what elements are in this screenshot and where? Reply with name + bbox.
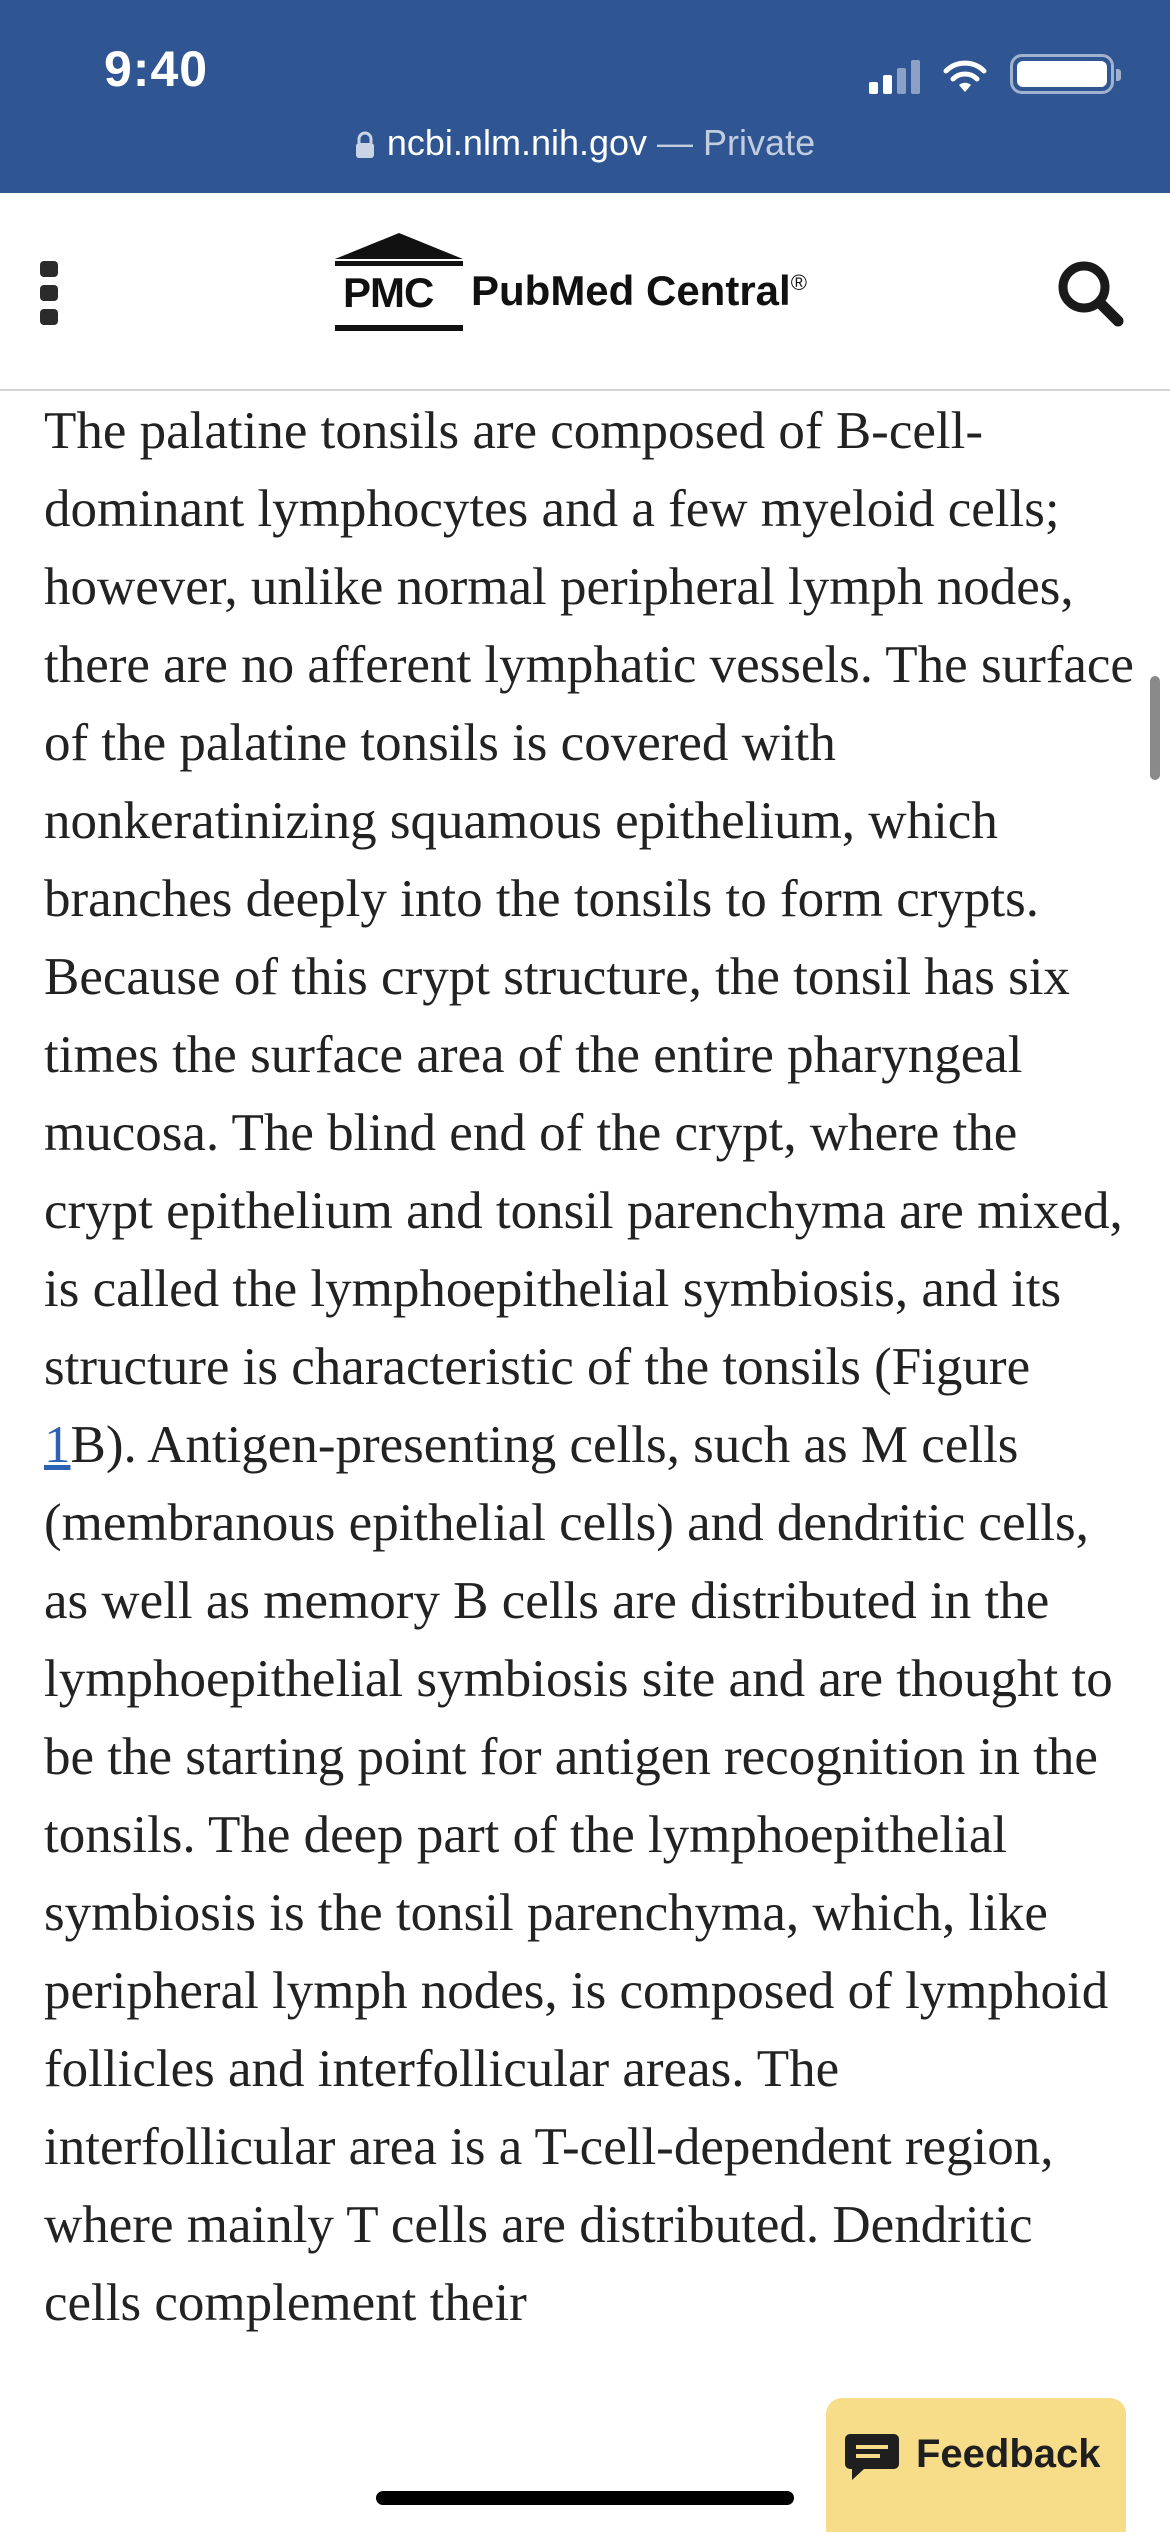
url-bar[interactable] [0,122,1170,164]
feedback-button[interactable] [826,2398,1126,2532]
registered-mark: ® [790,270,807,295]
status-icons [869,54,1114,94]
vertical-dots-icon[interactable] [40,261,58,325]
building-roof-icon [335,233,463,267]
logo-name-text: PubMed Central [471,267,791,314]
figure-link[interactable]: 1 [44,1416,71,1474]
home-indicator[interactable] [376,2491,794,2505]
logo-name [471,267,807,315]
pmc-logo[interactable] [335,233,807,331]
lock-icon [355,131,375,159]
paragraph-text-part2: B). Antigen-presenting cells, such as M cells (membranous epithelial cells) and dendritic cells, as well as memory B cells are distributed in the lymphoepithelial symbiosis site and are thought to be the starting point for antigen recognition in the tonsils. The deep part of the lymphoepithelial symbiosis is the tonsil parenchyma, which, like peripheral lymph nodes, is composed of lymphoid follicles and interfollicular areas. The interfollicular area is a T-cell-dependent region, where mainly T cells are distributed. Dendritic cells complement their [44,1416,1113,2332]
pmc-header [0,193,1170,391]
logo-mark-text: PMC [343,269,434,316]
chat-bubble-icon [844,2432,900,2482]
pmc-logo-mark [335,233,463,331]
search-icon[interactable] [1054,257,1126,329]
feedback-label: Feedback [916,2432,1101,2476]
cellular-signal-icon [869,60,920,94]
paragraph-text-part1: The palatine tonsils are composed of B-cell-dominant lymphocytes and a few myeloid cells; however, unlike normal peripheral lymph nodes, there are no afferent lymphatic vessels. The surface of the palatine tonsils is covered with nonkeratinizing squamous epithelium, which branches deeply into the tonsils to form crypts. Because of this crypt structure, the tonsil has six times the surface area of the entire pharyngeal mucosa. The blind end of the crypt, where the crypt epithelium and tonsil parenchyma are mixed, is called the lymphoepithelial symbiosis, and its structure is characteristic of the tonsils (Figure [44,402,1134,1396]
battery-icon [1010,54,1114,94]
wifi-icon [942,60,988,94]
scrollbar-thumb[interactable] [1150,676,1160,780]
article-paragraph [44,392,1134,2342]
private-mode-label: — Private [657,122,816,163]
article-body [44,392,1134,2342]
status-time: 9:40 [104,41,209,97]
browser-top-bar [0,0,1170,193]
url-domain: ncbi.nlm.nih.gov [386,122,648,163]
